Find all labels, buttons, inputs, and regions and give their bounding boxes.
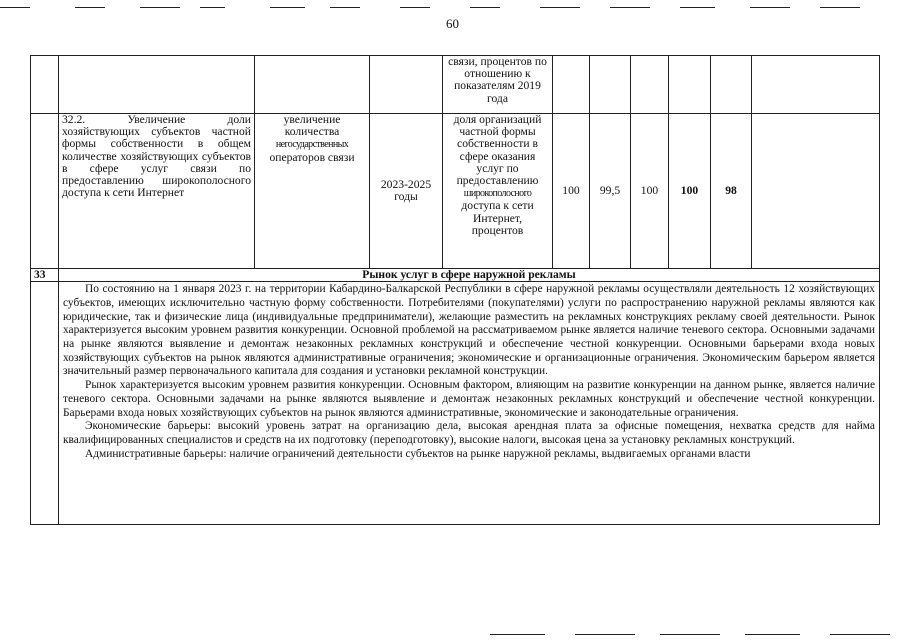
value-cell <box>553 56 590 114</box>
top-edge-dash <box>330 7 360 8</box>
indicator-text-tail: доступа к сети Интернет, процентов <box>461 199 534 237</box>
period-cell <box>370 56 443 114</box>
indicator-text: связи, процентов по отношению к показателям 2019 года <box>448 55 547 105</box>
value-cell <box>711 56 752 114</box>
value-cell <box>631 56 669 114</box>
result-cell <box>255 114 370 269</box>
top-edge-dash <box>540 7 580 8</box>
paragraph: Экономические барьеры: высокий уровень затрат на организацию дела, высокая арендная плата за офисные помещения, нехватка средств для найма квалифицированных специалистов и средств на их подготовку (переподготовку), высокие налоги, высокая цена за установку рекламных конструкций. <box>63 420 875 446</box>
top-edge-dash <box>750 7 790 8</box>
row-number-cell <box>31 56 59 114</box>
period-unit: годы <box>394 190 418 203</box>
paragraph: Административные барьеры: наличие ограничений деятельности субъектов на рынке наружной рекламы, выдвигаемых органами власти <box>85 447 751 460</box>
row-number-cell: 33 <box>31 269 59 282</box>
indicator-text: доля организаций частной формы собственности в сфере оказания услуг по предоставлению <box>453 113 542 188</box>
bottom-edge-dash <box>745 634 800 635</box>
table-row-32-2 <box>31 114 880 269</box>
document-table <box>30 55 880 525</box>
top-edge-dash <box>820 7 860 8</box>
period-years: 2023-2025 <box>380 177 432 191</box>
top-edge-dash <box>680 7 715 8</box>
row-number-cell <box>31 282 59 525</box>
result-text-condensed: негосударственных <box>275 139 349 151</box>
empty-cell <box>752 114 880 269</box>
page-number: 60 <box>446 16 459 31</box>
bottom-edge-dash <box>490 634 545 635</box>
value-cell: 100 <box>553 114 590 269</box>
top-edge-dash <box>0 7 30 8</box>
bottom-edge-dash <box>830 634 890 635</box>
top-edge-dash <box>400 7 430 8</box>
empty-cell <box>752 56 880 114</box>
indicator-cell <box>443 114 553 269</box>
section-description <box>59 282 880 525</box>
paragraph: Рынок характеризуется высоким уровнем развития конкуренции. Основным фактором, влияющим на развитие конкуренции на данном рынке, является наличие теневого сектора. Основными задачами на рынке являются выявление и демонтаж незаконных рекламных конструкций и обеспечение честной конкуренции. Барьерами входа новых хозяйствующих субъектов на рынок являются административные, экономические и законодательные ограничения. <box>63 379 875 419</box>
value-cell <box>669 56 711 114</box>
top-edge-dash <box>610 7 650 8</box>
table-row-33-text <box>31 282 880 525</box>
result-text: увеличение количества <box>283 113 341 139</box>
top-edge-dash <box>75 7 105 8</box>
indicator-text-condensed: широкополосного <box>463 188 532 200</box>
bottom-edge-dash <box>575 634 635 635</box>
top-edge-dash <box>270 7 305 8</box>
top-edge-dash <box>470 7 500 8</box>
value-cell: 100 <box>669 114 711 269</box>
paragraph: По состоянию на 1 января 2023 г. на территории Кабардино-Балкарской Республики в сфере наружной рекламы осуществляли деятельность 12 хозяйствующих субъектов, имеющих исключительно частную форму собственности. Потребителями (покупателями) услуги по распространению наружной рекламы являются как юридические, так и физические лица (индивидуальные предприниматели), желающие разместить на рекламных конструкциях рекламу своей деятельности. Рынок характеризуется высоким уровнем развития конкуренции. Основной проблемой на рассматриваемом рынке является наличие теневого сектора. Основными задачами на рынке являются выявление и демонтаж незаконных рекламных конструкций и обеспечение честной конкуренции. Основными барьерами входа новых хозяйствующих субъектов на рынок являются административные ограничения; экономические и организационные ограничения. Экономическим барьером является значительный размер первоначального капитала для создания и установки рекламной конструкции. <box>63 283 875 378</box>
value-cell: 100 <box>631 114 669 269</box>
value-cell <box>590 56 631 114</box>
result-cell <box>255 56 370 114</box>
table-row-continued <box>31 56 880 114</box>
measure-cell <box>59 114 255 269</box>
top-edge-dash <box>200 7 225 8</box>
section-heading: Рынок услуг в сфере наружной рекламы <box>59 269 880 282</box>
top-edge-dash <box>140 7 180 8</box>
measure-cell <box>59 56 255 114</box>
result-text-tail: операторов связи <box>269 150 355 164</box>
value-cell: 99,5 <box>590 114 631 269</box>
indicator-cell <box>443 56 553 114</box>
bottom-edge-dash <box>660 634 720 635</box>
value-cell: 98 <box>711 114 752 269</box>
period-cell <box>370 114 443 269</box>
measure-text: 32.2. Увеличение доли хозяйствующих субъектов частной формы собственности в общем количестве хозяйствующих субъектов в сфере услуг связи по предоставлению широкополосного доступа к сети Интернет <box>62 113 251 200</box>
table-row-33-heading <box>31 269 880 282</box>
row-number-cell <box>31 114 59 269</box>
